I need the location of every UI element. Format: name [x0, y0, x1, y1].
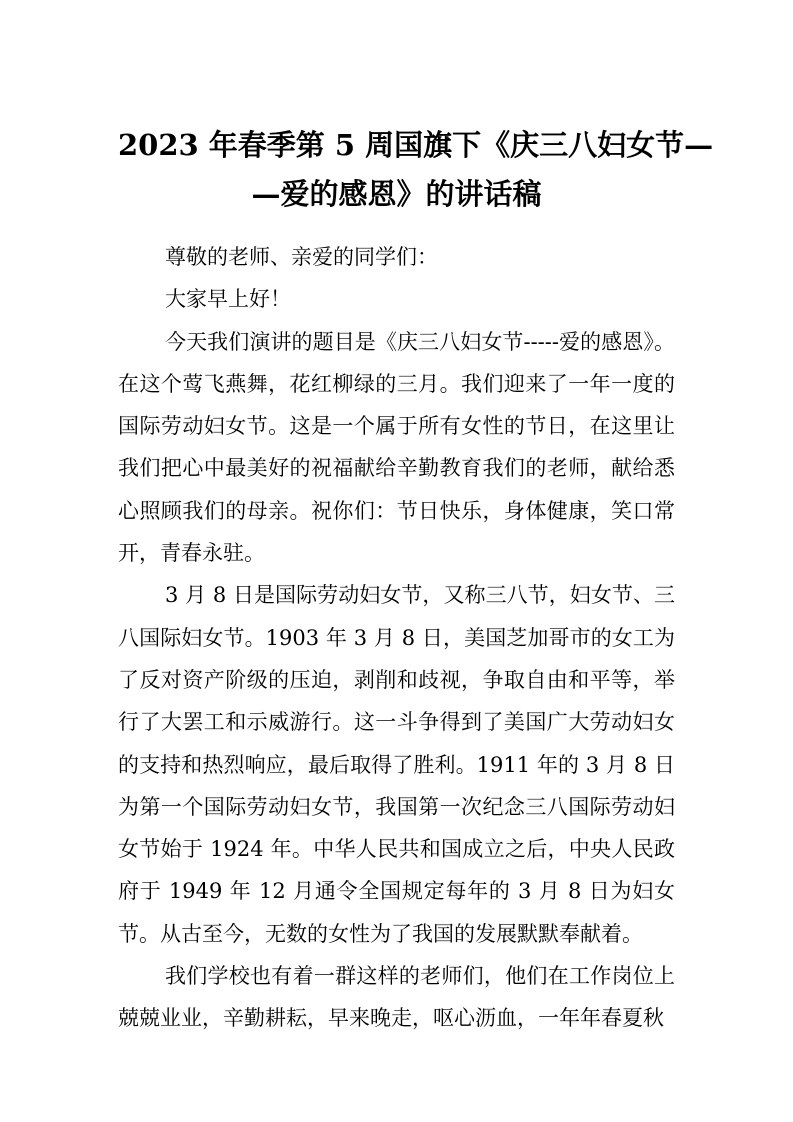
paragraph-intro-blessing: 今天我们演讲的题目是《庆三八妇女节-----爱的感恩》。在这个莺飞燕舞，花红柳绿的三月。我们迎来了一年一度的国际劳动妇女节。这是一个属于所有女性的节日，在这里让我们把心中最美好的祝福献给辛勤教育我们的老师，献给悉心照顾我们的母亲。祝你们：节日快乐，身体健康，笑口常开，青春永驻。 — [118, 329, 675, 566]
document-title-line-2: —爱的感恩》的讲话稿 — [251, 177, 542, 211]
paragraph-greeting: 大家早上好！ — [165, 287, 291, 312]
paragraph-salutation: 尊敬的老师、亲爱的同学们： — [165, 245, 438, 269]
paragraph-history-of-womens-day: 3 月 8 日是国际劳动妇女节，又称三八节，妇女节、三八国际妇女节。1903 年 3 月 8 日，美国芝加哥市的女工为了反对资产阶级的压迫，剥削和歧视，争取自由和平等，举行了大罢工和示威游行。这一斗争得到了美国广大劳动妇女的支持和热烈响应，最后取得了胜利。1911 年的 3 月 8 日为第一个国际劳动妇女节，我国第一次纪念三八国际劳动妇女节始于 1924 年。中华人民共和国成立之后，中央人民政府于 1949 年 12 月通令全国规定每年的 3 月 8 日为妇女节。从古至今，无数的女性为了我国的发展默默奉献着。 — [118, 583, 675, 946]
paragraph-school-teachers: 我们学校也有着一群这样的老师们，他们在工作岗位上兢兢业业，辛勤耕耘，早来晚走，呕心沥血，一年年春夏秋 — [118, 964, 675, 1031]
document-title — [118, 121, 714, 219]
document-title-line-1: 2023 年春季第 5 周国旗下《庆三八妇女节— — [118, 128, 714, 162]
